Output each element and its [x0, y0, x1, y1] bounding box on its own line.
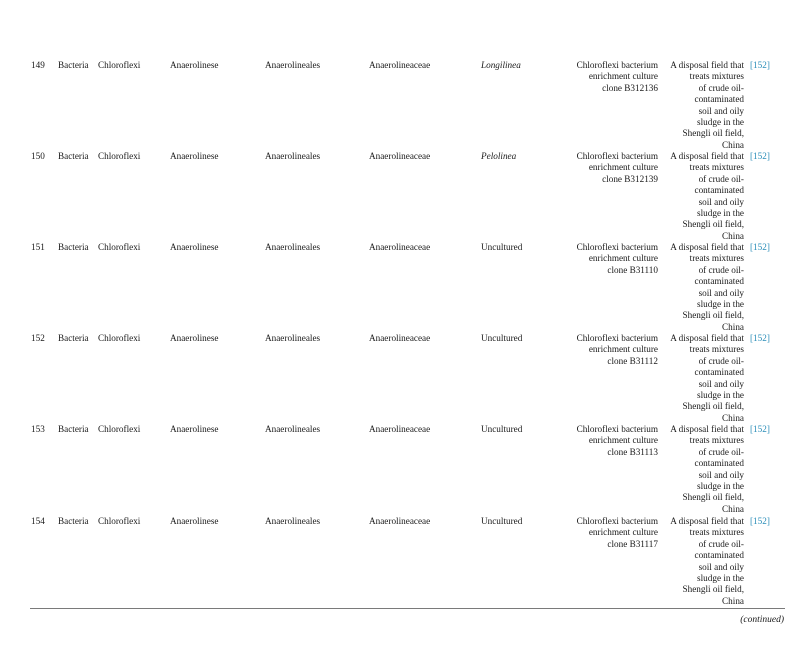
- source-line: A disposal field that: [670, 424, 744, 434]
- phylum-cell: Chloroflexi: [98, 151, 141, 161]
- source-line: soil and oily: [698, 378, 744, 389]
- source-line: China: [722, 139, 744, 150]
- clone-line: clone B312136: [602, 82, 658, 93]
- class-cell: Anaerolinese: [170, 151, 219, 161]
- order-cell: Anaerolineales: [265, 151, 321, 161]
- domain-cell: Bacteria: [58, 242, 89, 252]
- source-line: sludge in the: [697, 573, 744, 584]
- source-line: treats mixtures: [689, 435, 744, 446]
- reference-link[interactable]: [152]: [750, 60, 770, 70]
- clone-line: clone B31112: [607, 355, 658, 366]
- source-line: contaminated: [694, 276, 744, 287]
- genus-cell: Longilinea: [481, 60, 521, 70]
- table-row: [0, 424, 800, 514]
- source-line: A disposal field that: [670, 333, 744, 343]
- family-cell: Anaerolineaceae: [369, 516, 431, 526]
- source-line: A disposal field that: [670, 60, 744, 70]
- source-line: sludge in the: [697, 390, 744, 401]
- source-cell: [664, 151, 744, 242]
- domain-cell: Bacteria: [58, 151, 89, 161]
- clone-line: Chloroflexi bacterium: [576, 242, 658, 252]
- phylum-cell: Chloroflexi: [98, 60, 141, 70]
- clone-line: enrichment culture: [588, 435, 658, 446]
- class-cell: Anaerolinese: [170, 242, 219, 252]
- source-line: contaminated: [694, 185, 744, 196]
- family-cell: Anaerolineaceae: [369, 60, 431, 70]
- source-line: Shengli oil field,: [682, 128, 744, 139]
- domain-cell: Bacteria: [58, 333, 89, 343]
- clone-line: clone B31110: [607, 264, 658, 275]
- source-line: A disposal field that: [670, 242, 744, 252]
- source-line: treats mixtures: [689, 162, 744, 173]
- source-line: soil and oily: [698, 105, 744, 116]
- source-line: contaminated: [694, 94, 744, 105]
- source-line: China: [722, 595, 744, 606]
- source-line: Shengli oil field,: [682, 492, 744, 503]
- table-row: [0, 242, 800, 332]
- source-line: soil and oily: [698, 561, 744, 572]
- row-number: 151: [31, 242, 45, 252]
- source-line: A disposal field that: [670, 516, 744, 526]
- domain-cell: Bacteria: [58, 60, 89, 70]
- clone-line: enrichment culture: [588, 344, 658, 355]
- source-line: sludge in the: [697, 299, 744, 310]
- row-number: 149: [31, 60, 45, 70]
- source-line: treats mixtures: [689, 71, 744, 82]
- source-line: of crude oil-: [698, 173, 744, 184]
- source-line: contaminated: [694, 550, 744, 561]
- source-line: soil and oily: [698, 196, 744, 207]
- clone-line: clone B31117: [607, 538, 658, 549]
- source-cell: [664, 424, 744, 515]
- clone-line: enrichment culture: [588, 162, 658, 173]
- table-row: [0, 60, 800, 150]
- source-line: of crude oil-: [698, 355, 744, 366]
- row-number: 152: [31, 333, 45, 343]
- clone-cell: [566, 333, 658, 367]
- order-cell: Anaerolineales: [265, 333, 321, 343]
- family-cell: Anaerolineaceae: [369, 242, 431, 252]
- source-line: Shengli oil field,: [682, 584, 744, 595]
- class-cell: Anaerolinese: [170, 516, 219, 526]
- clone-line: clone B312139: [602, 173, 658, 184]
- source-cell: [664, 242, 744, 333]
- class-cell: Anaerolinese: [170, 60, 219, 70]
- phylum-cell: Chloroflexi: [98, 242, 141, 252]
- source-line: Shengli oil field,: [682, 310, 744, 321]
- clone-line: Chloroflexi bacterium: [576, 516, 658, 526]
- source-line: Shengli oil field,: [682, 219, 744, 230]
- family-cell: Anaerolineaceae: [369, 333, 431, 343]
- source-line: China: [722, 412, 744, 423]
- source-line: sludge in the: [697, 117, 744, 128]
- reference-link[interactable]: [152]: [750, 424, 770, 434]
- source-line: treats mixtures: [689, 253, 744, 264]
- source-line: Shengli oil field,: [682, 401, 744, 412]
- genus-cell: Uncultured: [481, 242, 523, 252]
- continued-note: (continued): [740, 615, 784, 625]
- clone-line: Chloroflexi bacterium: [576, 333, 658, 343]
- order-cell: Anaerolineales: [265, 242, 321, 252]
- genus-cell: Uncultured: [481, 516, 523, 526]
- clone-line: Chloroflexi bacterium: [576, 424, 658, 434]
- phylum-cell: Chloroflexi: [98, 333, 141, 343]
- row-number: 150: [31, 151, 45, 161]
- source-line: of crude oil-: [698, 82, 744, 93]
- source-line: sludge in the: [697, 208, 744, 219]
- order-cell: Anaerolineales: [265, 424, 321, 434]
- clone-line: clone B31113: [607, 446, 658, 457]
- reference-link[interactable]: [152]: [750, 516, 770, 526]
- domain-cell: Bacteria: [58, 516, 89, 526]
- domain-cell: Bacteria: [58, 424, 89, 434]
- source-line: contaminated: [694, 367, 744, 378]
- clone-cell: [566, 151, 658, 185]
- order-cell: Anaerolineales: [265, 60, 321, 70]
- source-line: soil and oily: [698, 287, 744, 298]
- clone-cell: [566, 60, 658, 94]
- clone-cell: [566, 424, 658, 458]
- family-cell: Anaerolineaceae: [369, 424, 431, 434]
- source-line: of crude oil-: [698, 446, 744, 457]
- table-bottom-rule: [30, 608, 785, 609]
- row-number: 153: [31, 424, 45, 434]
- class-cell: Anaerolinese: [170, 424, 219, 434]
- source-line: soil and oily: [698, 469, 744, 480]
- source-cell: [664, 516, 744, 607]
- source-line: sludge in the: [697, 481, 744, 492]
- reference-link[interactable]: [152]: [750, 242, 770, 252]
- source-cell: [664, 333, 744, 424]
- family-cell: Anaerolineaceae: [369, 151, 431, 161]
- clone-line: Chloroflexi bacterium: [576, 151, 658, 161]
- genus-cell: Uncultured: [481, 333, 523, 343]
- reference-link[interactable]: [152]: [750, 333, 770, 343]
- source-line: China: [722, 321, 744, 332]
- order-cell: Anaerolineales: [265, 516, 321, 526]
- clone-line: Chloroflexi bacterium: [576, 60, 658, 70]
- clone-line: enrichment culture: [588, 527, 658, 538]
- source-line: China: [722, 503, 744, 514]
- phylum-cell: Chloroflexi: [98, 516, 141, 526]
- row-number: 154: [31, 516, 45, 526]
- genus-cell: Uncultured: [481, 424, 523, 434]
- clone-line: enrichment culture: [588, 253, 658, 264]
- clone-line: enrichment culture: [588, 71, 658, 82]
- source-line: treats mixtures: [689, 527, 744, 538]
- source-cell: [664, 60, 744, 151]
- clone-cell: [566, 242, 658, 276]
- source-line: of crude oil-: [698, 264, 744, 275]
- source-line: of crude oil-: [698, 538, 744, 549]
- source-line: A disposal field that: [670, 151, 744, 161]
- class-cell: Anaerolinese: [170, 333, 219, 343]
- reference-link[interactable]: [152]: [750, 151, 770, 161]
- genus-cell: Pelolinea: [481, 151, 517, 161]
- source-line: treats mixtures: [689, 344, 744, 355]
- table-row: [0, 151, 800, 241]
- source-line: China: [722, 230, 744, 241]
- source-line: contaminated: [694, 458, 744, 469]
- table-row: [0, 516, 800, 606]
- table-row: [0, 333, 800, 423]
- clone-cell: [566, 516, 658, 550]
- phylum-cell: Chloroflexi: [98, 424, 141, 434]
